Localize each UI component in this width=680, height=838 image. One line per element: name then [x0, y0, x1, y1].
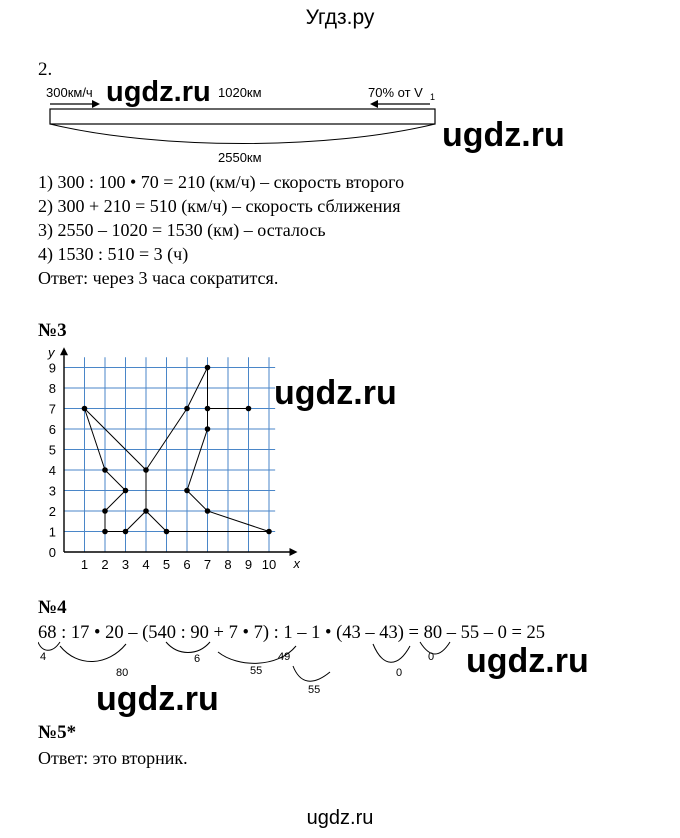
sub-result-8: 0	[428, 651, 435, 663]
speed-right-label: 70% от V	[368, 85, 423, 100]
x-tick-label: 9	[244, 557, 253, 572]
x-axis-label: x	[293, 556, 300, 571]
origin-label: 0	[48, 545, 56, 560]
axis-layer	[60, 347, 298, 556]
watermark: ugdz.ru	[466, 642, 589, 680]
x-tick-label: 5	[162, 557, 171, 572]
y-axis-arrow-icon	[60, 347, 68, 355]
y-tick-label: 7	[48, 401, 56, 417]
arc-5	[293, 666, 330, 681]
step-1: 1) 300 : 100 • 70 = 210 (км/ч) – скорость второго	[38, 172, 405, 192]
task2-answer: Ответ: через 3 часа сократится.	[38, 268, 279, 288]
task2-number: 2.	[38, 59, 53, 80]
data-point	[205, 426, 211, 432]
watermark: ugdz.ru	[274, 374, 397, 412]
y-tick-label: 6	[48, 422, 56, 437]
sub-result-2: 80	[116, 667, 129, 679]
distance-covered-label: 1020км	[218, 85, 262, 100]
speed-right-sub: 1	[430, 92, 436, 102]
data-point	[102, 508, 108, 514]
sub-result-5: 55	[250, 665, 263, 677]
data-point	[123, 529, 129, 535]
task4-expression: 68 : 17 • 20 – (540 : 90 + 7 • 7) : 1 – 1 • (43 – 43) = 80 – 55 – 0 = 25	[38, 623, 546, 643]
y-tick-label: 2	[48, 504, 56, 519]
task5-answer: Ответ: это вторник.	[38, 748, 188, 768]
step-3: 3) 2550 – 1020 = 1530 (км) – осталось	[38, 220, 326, 240]
sub-result-3: 6	[194, 653, 201, 665]
step-2: 2) 300 + 210 = 510 (км/ч) – скорость сближения	[38, 196, 401, 216]
data-point	[184, 406, 190, 412]
arrow-right-icon	[92, 100, 100, 108]
data-point	[123, 488, 129, 494]
data-point	[184, 488, 190, 494]
x-tick-label: 8	[224, 557, 232, 572]
x-tick-label: 10	[261, 557, 277, 572]
sub-result-7: 0	[396, 667, 403, 679]
total-arc	[50, 124, 435, 144]
watermark: ugdz.ru	[96, 680, 219, 718]
data-point	[266, 529, 272, 535]
site-title: Угдз.ру	[305, 6, 375, 29]
arc-1	[38, 642, 60, 650]
sub-result-1: 4	[40, 651, 47, 663]
step-4: 4) 1530 : 510 = 3 (ч)	[38, 244, 189, 264]
data-point	[143, 508, 149, 514]
speed-left-label: 300км/ч	[46, 85, 93, 100]
coordinate-grid-chart	[38, 340, 300, 572]
data-point	[102, 467, 108, 473]
sub-result-6: 55	[308, 684, 321, 696]
sub-result-4: 49	[278, 651, 291, 663]
task3-title: №3	[38, 320, 67, 341]
x-tick-label: 1	[80, 557, 89, 572]
y-axis-label: y	[48, 345, 55, 361]
y-tick-label: 5	[48, 442, 56, 458]
data-point	[102, 529, 108, 535]
data-point	[205, 508, 211, 514]
data-point	[143, 467, 149, 473]
data-point	[205, 406, 211, 412]
arrow-left-icon	[370, 100, 378, 108]
arc-7	[420, 642, 450, 654]
x-tick-label: 2	[101, 557, 109, 572]
motion-diagram	[38, 80, 458, 166]
x-axis-arrow-icon	[290, 548, 298, 556]
y-tick-label: 9	[48, 360, 56, 376]
y-tick-label: 1	[48, 524, 56, 540]
data-point	[164, 529, 170, 535]
arc-2	[60, 644, 126, 662]
data-point	[246, 406, 252, 412]
x-tick-label: 3	[121, 557, 130, 572]
task5-title: №5*	[38, 722, 77, 743]
task2-steps	[38, 170, 404, 290]
road-bar	[50, 109, 435, 124]
site-footer: ugdz.ru	[306, 807, 374, 829]
data-point	[205, 365, 211, 371]
total-distance-label: 2550км	[218, 150, 262, 165]
x-tick-label: 4	[142, 557, 150, 572]
task4-title: №4	[38, 597, 67, 618]
y-tick-label: 8	[48, 381, 56, 396]
watermark: ugdz.ru	[442, 116, 565, 154]
y-tick-label: 3	[48, 483, 56, 499]
data-point	[82, 406, 88, 412]
x-tick-label: 6	[183, 557, 191, 572]
y-tick-label: 4	[48, 463, 56, 478]
watermark: ugdz.ru	[106, 76, 211, 108]
x-tick-label: 7	[203, 557, 212, 572]
arc-6	[373, 644, 410, 662]
arc-3	[166, 642, 210, 653]
